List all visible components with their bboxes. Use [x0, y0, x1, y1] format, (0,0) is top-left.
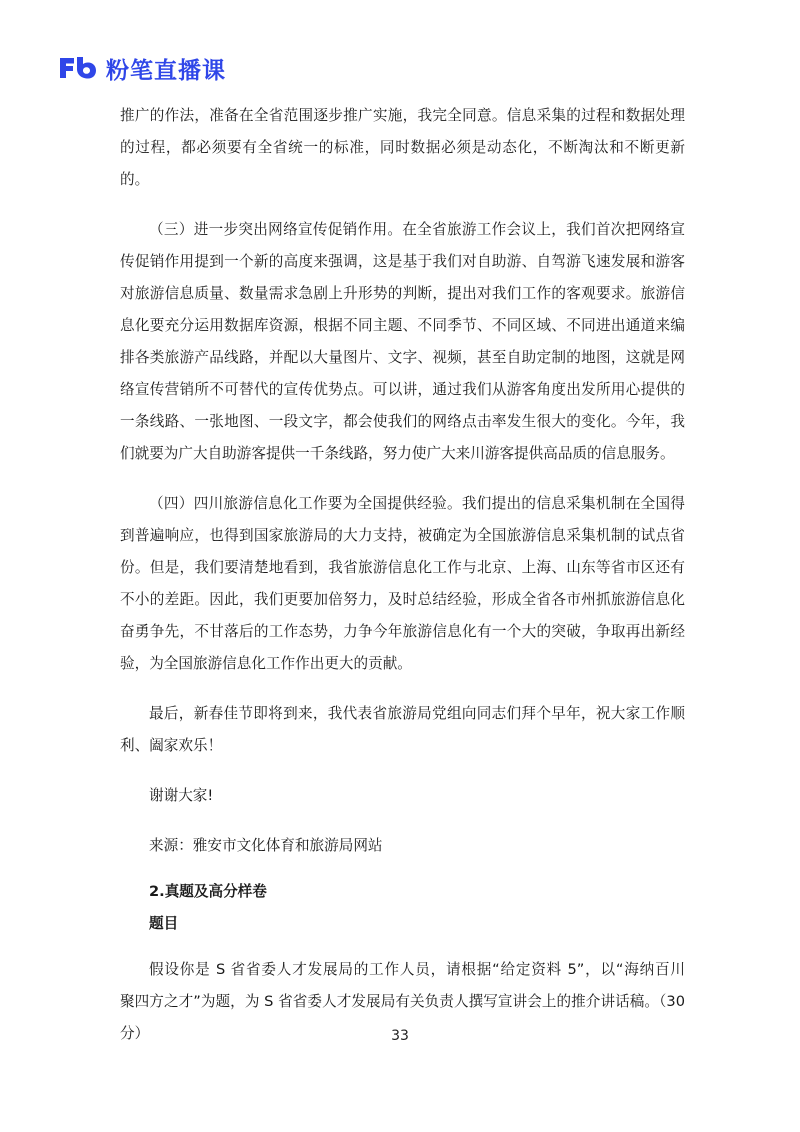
document-body [120, 100, 700, 1050]
question-paragraph: 假设你是 S 省省委人才发展局的工作人员，请根据“给定资料 5”，以“海纳百川 聚四方之才”为题，为 S 省省委人才发展局有关负责人撰写宣讲会上的推介讲话稿。（30 分） [120, 961, 700, 1042]
paragraph-thanks: 谢谢大家! [149, 787, 214, 804]
brand-name: 粉笔直播课 [106, 57, 226, 84]
paragraph-section-three: （三）进一步突出网络宣传促销作用。在全省旅游工作会议上，我们首次把网络宣传促销作用提到一个新的高度来强调，这是基于我们对自助游、自驾游飞速发展和游客对旅游信息质量、数量需求急剧上升形势的判断，提出对我们工作的客观要求。旅游信息化要充分运用数据库资源，根据不同主题、不同季节、不同区域、不同进出通道来编排各类旅游产品线路，并配以大量图片、文字、视频，甚至自助定制的地图，这就是网络宣传营销所不可替代的宣传优势点。可以讲，通过我们从游客角度出发所用心提供的一条线路、一张地图、一段文字，都会使我们的网络点击率发生很大的变化。今年，我们就要为广大自助游客提供一千条线路，努力使广大来川游客提供高品质的信息服务。 [120, 221, 685, 462]
subheading: 题目 [149, 915, 179, 932]
paragraph-closing: 最后，新春佳节即将到来，我代表省旅游局党组向同志们拜个早年，祝大家工作顺利、阖家欢乐！ [120, 705, 685, 754]
fb-logo-icon [58, 55, 98, 81]
paragraph-continuation: 推广的作法，准备在全省范围逐步推广实施，我完全同意。信息采集的过程和数据处理的过程，都必须要有全省统一的标准，同时数据必须是动态化，不断淘汰和不断更新的。 [120, 107, 685, 188]
paragraph-source: 来源：雅安市文化体育和旅游局网站 [149, 837, 383, 854]
header [58, 50, 226, 86]
section-heading: 2.真题及高分样卷 [149, 883, 267, 900]
paragraph-section-four: （四）四川旅游信息化工作要为全国提供经验。我们提出的信息采集机制在全国得到普遍响应，也得到国家旅游局的大力支持，被确定为全国旅游信息采集机制的试点省份。但是，我们要清楚地看到，我省旅游信息化工作与北京、上海、山东等省市区还有不小的差距。因此，我们更要加倍努力，及时总结经验，形成全省各市州抓旅游信息化奋勇争先，不甘落后的工作态势，力争今年旅游信息化有一个大的突破，争取再出新经验，为全国旅游信息化工作作出更大的贡献。 [120, 495, 685, 672]
page-number: 33 [391, 1028, 409, 1044]
